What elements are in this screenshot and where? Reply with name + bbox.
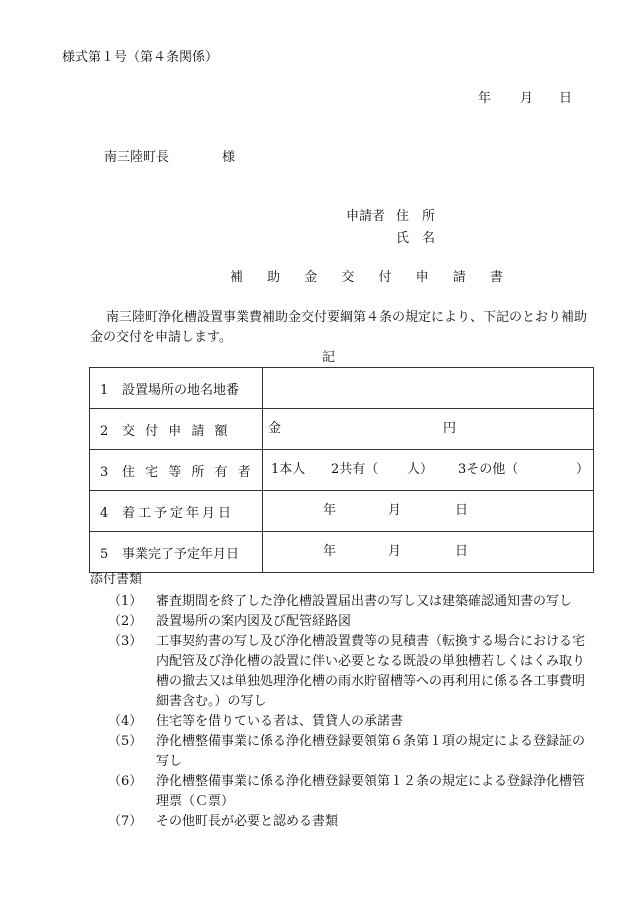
start-month: 月 xyxy=(388,503,402,518)
amount-value-cell[interactable] xyxy=(263,409,594,450)
table-row xyxy=(90,368,594,409)
start-year: 年 xyxy=(323,503,337,518)
owner-value-cell[interactable] xyxy=(263,450,594,491)
applicant-address-label: 住 所 xyxy=(396,209,436,224)
amount-prefix: 金 xyxy=(268,421,282,436)
start-day: 日 xyxy=(455,503,469,518)
completion-day: 日 xyxy=(455,544,469,559)
ki-label: 記 xyxy=(322,350,336,365)
form-number: 様式第１号（第４条関係） xyxy=(62,50,219,65)
table-row xyxy=(90,532,594,573)
document-title: 補 助 金 交 付 申 請 書 xyxy=(230,270,513,285)
row-label: 2 交 付 申 請 額 xyxy=(90,409,263,450)
date-day: 日 xyxy=(559,91,573,106)
row-label: 1 設置場所の地名地番 xyxy=(90,368,263,409)
addressee-honorific: 様 xyxy=(222,150,236,165)
application-table xyxy=(89,367,594,573)
date-year: 年 xyxy=(478,91,492,106)
table-row xyxy=(90,450,594,491)
completion-month: 月 xyxy=(388,544,402,559)
amount-unit: 円 xyxy=(443,421,457,436)
owner-option-shared-close: 人） xyxy=(407,462,434,477)
addressee-name: 南三陸町長 xyxy=(104,150,170,165)
intro-text: 南三陸町浄化槽設置事業費補助金交付要綱第４条の規定により、下記のとおり補助金の交付を申請します。 xyxy=(90,310,588,345)
owner-option-shared[interactable]: 2共有（ xyxy=(331,462,379,477)
table-row xyxy=(90,491,594,532)
owner-option-other[interactable]: 3その他（ xyxy=(458,462,519,477)
applicant-label: 申請者 xyxy=(346,209,386,224)
table-row xyxy=(90,409,594,450)
row-label: 3 住 宅 等 所 有 者 xyxy=(90,450,263,491)
start-date-cell[interactable] xyxy=(263,491,594,532)
owner-option-other-close: ） xyxy=(576,462,590,477)
completion-date-cell[interactable] xyxy=(263,532,594,573)
attachments-heading: 添付書類 xyxy=(90,572,143,587)
owner-option-self[interactable]: 1本人 xyxy=(271,462,306,477)
location-value-cell[interactable] xyxy=(263,368,594,409)
date-month: 月 xyxy=(520,91,534,106)
row-label: 4 着工予定年月日 xyxy=(90,491,263,532)
applicant-name-label: 氏 名 xyxy=(396,231,436,246)
row-label: 5 事業完了予定年月日 xyxy=(90,532,263,573)
completion-year: 年 xyxy=(323,544,337,559)
